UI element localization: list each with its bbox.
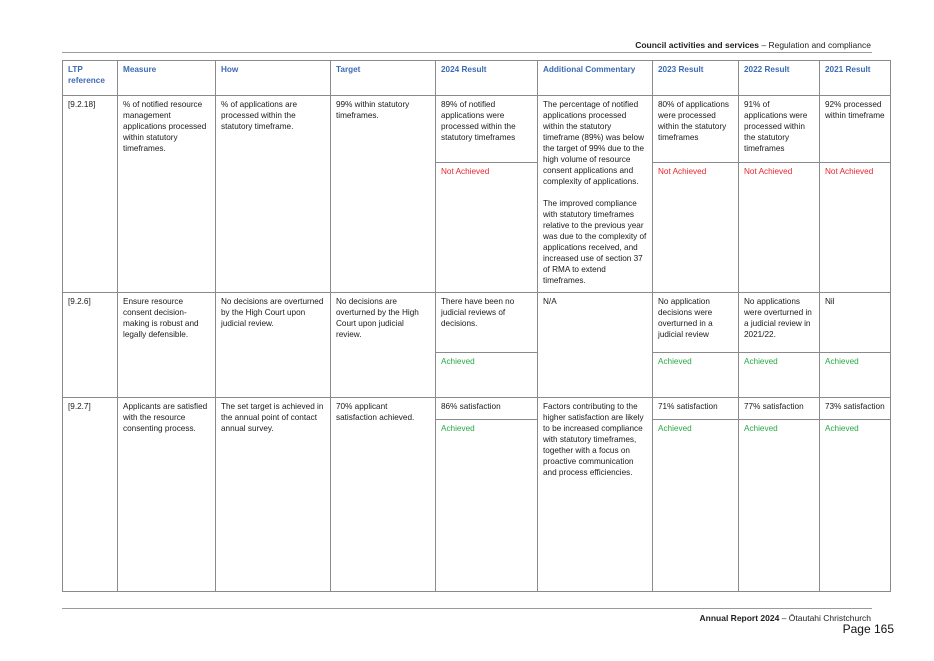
col-header-2021-result: 2021 Result bbox=[820, 61, 891, 96]
status-not-achieved: Not Achieved bbox=[653, 163, 739, 293]
result-2021-cell: Nil bbox=[820, 293, 891, 353]
status-not-achieved: Not Achieved bbox=[820, 163, 891, 293]
commentary-cell bbox=[538, 293, 653, 398]
table-row bbox=[63, 293, 891, 353]
table-row bbox=[63, 96, 891, 163]
ltp-ref-cell: [9.2.6] bbox=[63, 293, 118, 398]
col-header-2023-result: 2023 Result bbox=[653, 61, 739, 96]
status-achieved: Achieved bbox=[739, 353, 820, 398]
commentary-paragraph: N/A bbox=[543, 297, 557, 306]
commentary-cell bbox=[538, 398, 653, 592]
result-2024-cell: 86% satisfaction bbox=[436, 398, 538, 420]
ltp-ref-cell: [9.2.18] bbox=[63, 96, 118, 293]
ltp-ref-cell: [9.2.7] bbox=[63, 398, 118, 592]
col-header-ltp-reference: LTP reference bbox=[63, 61, 118, 96]
status-achieved: Achieved bbox=[653, 420, 739, 592]
col-header-target: Target bbox=[331, 61, 436, 96]
result-2021-cell: 92% processed within timeframe bbox=[820, 96, 891, 163]
footer-divider bbox=[62, 608, 872, 609]
performance-table bbox=[62, 60, 891, 592]
header-divider bbox=[62, 52, 872, 53]
target-cell: 70% applicant satisfaction achieved. bbox=[331, 398, 436, 592]
result-2022-cell: No applications were overturned in a judicial review in 2021/22. bbox=[739, 293, 820, 353]
report-location: – Ōtautahi Christchurch bbox=[779, 613, 871, 623]
col-header-2024-result: 2024 Result bbox=[436, 61, 538, 96]
commentary-paragraph: The improved compliance with statutory timeframes relative to the previous year was due to the complexity of applications received, and increased use of section 37 of RMA to extend timeframes. bbox=[543, 199, 647, 285]
section-title: Council activities and services bbox=[635, 40, 759, 50]
status-achieved: Achieved bbox=[436, 420, 538, 592]
status-achieved: Achieved bbox=[820, 353, 891, 398]
col-header-commentary: Additional Commentary bbox=[538, 61, 653, 96]
section-subtitle: – Regulation and compliance bbox=[759, 40, 871, 50]
section-header bbox=[635, 40, 871, 50]
table-header-row bbox=[63, 61, 891, 96]
target-cell: 99% within statutory timeframes. bbox=[331, 96, 436, 293]
col-header-how: How bbox=[216, 61, 331, 96]
status-achieved: Achieved bbox=[653, 353, 739, 398]
result-2021-cell: 73% satisfaction bbox=[820, 398, 891, 420]
measure-cell: Applicants are satisfied with the resource consenting process. bbox=[118, 398, 216, 592]
status-achieved: Achieved bbox=[820, 420, 891, 592]
measure-cell: % of notified resource management applications processed within statutory timeframes. bbox=[118, 96, 216, 293]
commentary-paragraph: Factors contributing to the higher satisfaction are likely to be increased compliance with statutory timeframes, together with a focus on proactive communication and process efficiencies. bbox=[543, 402, 644, 477]
result-2023-cell: No application decisions were overturned in a judicial review bbox=[653, 293, 739, 353]
status-achieved: Achieved bbox=[436, 353, 538, 398]
result-2022-cell: 77% satisfaction bbox=[739, 398, 820, 420]
result-2022-cell: 91% of applications were processed within the statutory timeframes bbox=[739, 96, 820, 163]
result-2024-cell: 89% of notified applications were processed within the statutory timeframes bbox=[436, 96, 538, 163]
measure-cell: Ensure resource consent decision-making is robust and legally defensible. bbox=[118, 293, 216, 398]
how-cell: % of applications are processed within the statutory timeframe. bbox=[216, 96, 331, 293]
result-2023-cell: 80% of applications were processed within the statutory timeframes bbox=[653, 96, 739, 163]
col-header-measure: Measure bbox=[118, 61, 216, 96]
result-2023-cell: 71% satisfaction bbox=[653, 398, 739, 420]
commentary-paragraph: The percentage of notified applications processed within the statutory timeframe (89%) was below the target of 99% due to the high volume of resource consent applications and complexity of applications. bbox=[543, 100, 645, 186]
status-not-achieved: Not Achieved bbox=[436, 163, 538, 293]
status-not-achieved: Not Achieved bbox=[739, 163, 820, 293]
page-number: Page 165 bbox=[842, 622, 894, 636]
table-row bbox=[63, 398, 891, 420]
target-cell: No decisions are overturned by the High Court upon judicial review. bbox=[331, 293, 436, 398]
commentary-cell bbox=[538, 96, 653, 293]
how-cell: The set target is achieved in the annual point of contact annual survey. bbox=[216, 398, 331, 592]
result-2024-cell: There have been no judicial reviews of decisions. bbox=[436, 293, 538, 353]
status-achieved: Achieved bbox=[739, 420, 820, 592]
col-header-2022-result: 2022 Result bbox=[739, 61, 820, 96]
how-cell: No decisions are overturned by the High Court upon judicial review. bbox=[216, 293, 331, 398]
report-name: Annual Report 2024 bbox=[699, 613, 780, 623]
